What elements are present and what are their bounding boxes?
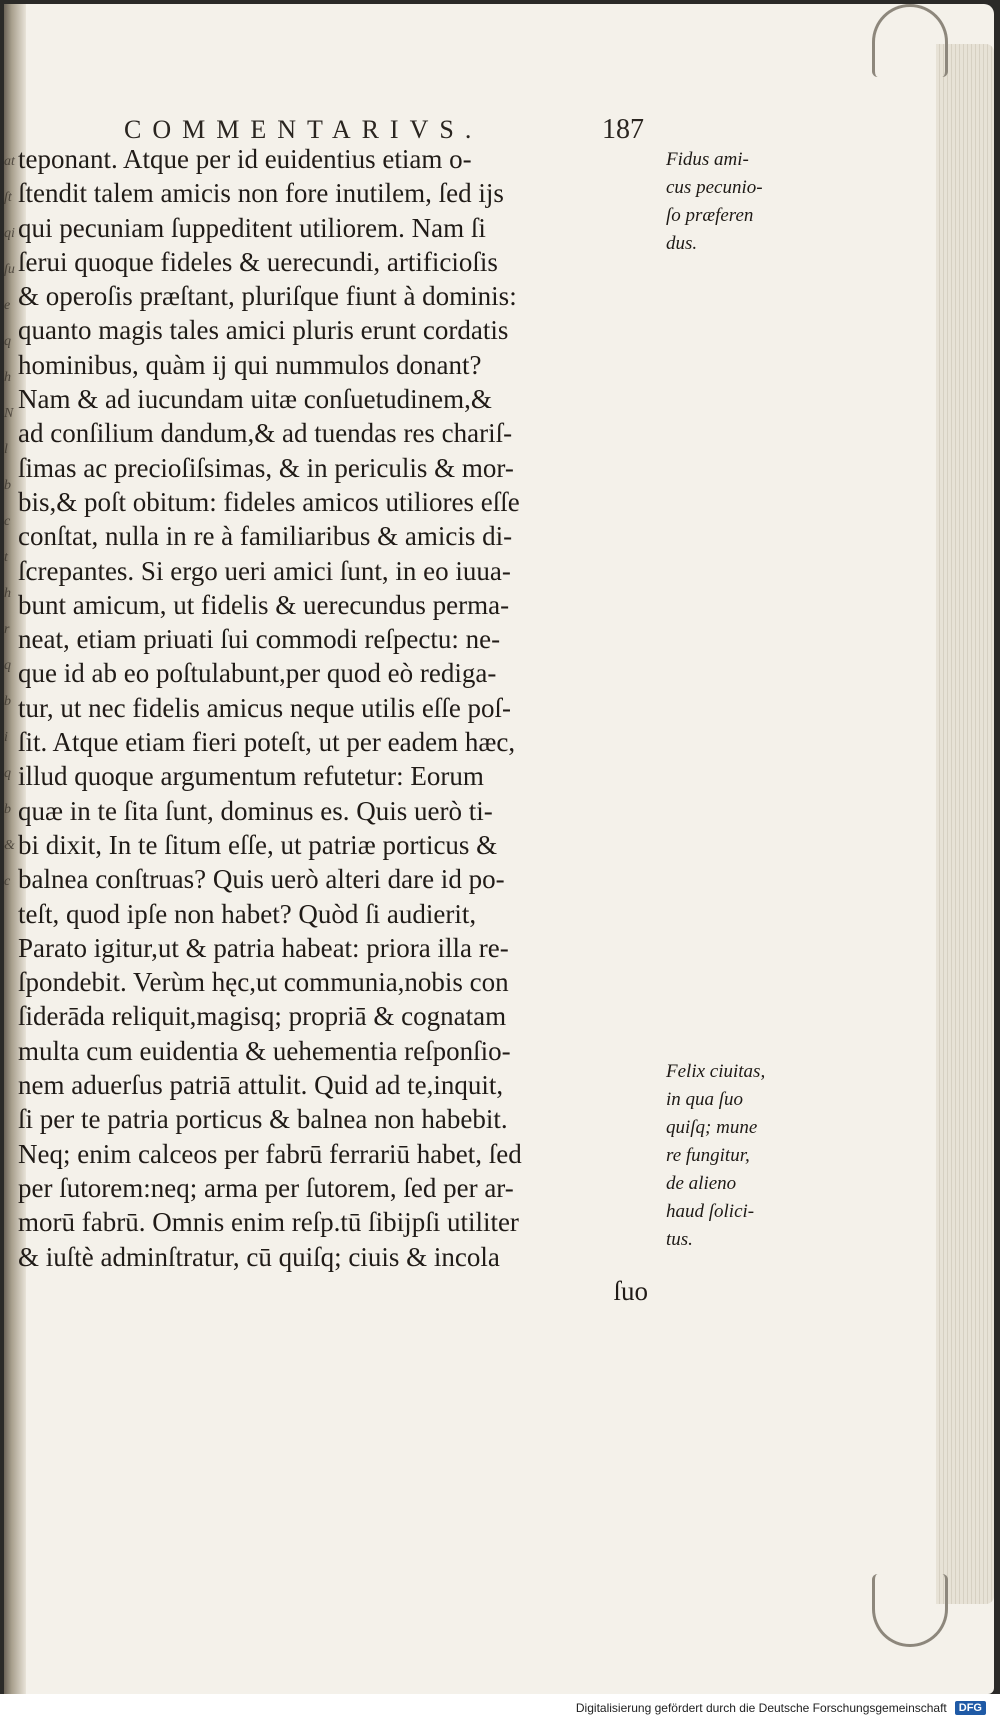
marginal-note-line: dus.	[666, 233, 698, 254]
marginal-note-line: quiſq; mune	[666, 1117, 758, 1138]
gutter-fragments	[4, 154, 18, 890]
gutter-fragment: N	[4, 406, 14, 421]
body-line: ſit. Atque etiam fieri poteſt, ut per eadem hæc,	[18, 727, 516, 758]
body-line: per ſutorem:neq; arma per ſutorem, ſed per ar-	[18, 1172, 514, 1203]
body-line: quæ in te ſita ſunt, dominus es. Quis uerò ti-	[18, 795, 493, 826]
gutter-fragment: ſt	[4, 190, 12, 205]
gutter-fragment: t	[4, 550, 8, 565]
marginal-note-line: haud ſolici-	[666, 1201, 755, 1222]
body-line: & iuſtè adminſtratur, cū quiſq; ciuis & incola	[18, 1241, 500, 1272]
gutter-fragment: b	[4, 478, 11, 493]
marginal-note-1	[666, 146, 816, 258]
body-line: quanto magis tales amici pluris erunt cordatis	[18, 315, 509, 346]
body-line: bunt amicum, ut fidelis & uerecundus perma-	[18, 589, 510, 620]
gutter-fragment: qi	[4, 226, 15, 241]
body-line: ad conſilium dandum,& ad tuendas res chariſ-	[18, 418, 513, 449]
body-line: ſi per te patria porticus & balnea non habebit.	[18, 1104, 508, 1135]
body-line: bis,& poſt obitum: fideles amicos utiliores eſſe	[18, 486, 520, 517]
running-title: COMMENTARIVS.	[124, 115, 483, 144]
body-line: conſtat, nulla in re à familiaribus & amicis di-	[18, 521, 513, 552]
gutter-fragment: c	[4, 514, 11, 529]
body-line: ſiderāda reliquit,magisq; propriā & cognatam	[18, 1001, 507, 1032]
gutter-fragment: q	[4, 766, 11, 781]
body-line: ſpondebit. Verùm hęc,ut communia,nobis con	[18, 967, 509, 998]
gutter-fragment: h	[4, 586, 11, 601]
marginal-note-line: in qua ſuo	[666, 1089, 744, 1110]
body-line: tur, ut nec fidelis amicus neque utilis eſſe poſ-	[18, 692, 512, 723]
gutter-fragment: c	[4, 874, 11, 889]
gutter-fragment: q	[4, 658, 11, 673]
page-clip-top	[872, 4, 948, 77]
body-line: Neq; enim calceos per fabrū ferrariū habet, ſed	[18, 1138, 522, 1169]
body-text	[18, 142, 658, 1308]
body-line: multa cum euidentia & uehementia reſponſio-	[18, 1035, 511, 1066]
body-line: teſt, quod ipſe non habet? Quòd ſi audierit,	[18, 898, 477, 929]
body-line: hominibus, quàm ij qui nummulos donant?	[18, 349, 482, 380]
gutter-fragment: i	[4, 730, 8, 745]
gutter-fragment: &	[4, 838, 15, 853]
marginal-note-line: re fungitur,	[666, 1145, 750, 1166]
marginal-note-line: Felix ciuitas,	[666, 1061, 766, 1082]
body-line: que id ab eo poſtulabunt,per quod eò rediga-	[18, 658, 497, 689]
gutter-fragment: h	[4, 370, 11, 385]
page-number: 187	[602, 114, 644, 145]
gutter-fragment: l	[4, 442, 8, 457]
body-line: illud quoque argumentum refutetur: Eorum	[18, 761, 484, 792]
body-line: Nam & ad iucundam uitæ conſuetudinem,&	[18, 384, 492, 415]
page-edges	[936, 44, 994, 1604]
book-page	[4, 4, 994, 1694]
body-line: ſerui quoque fideles & uerecundi, artificioſis	[18, 246, 498, 277]
marginal-note-line: cus pecunio-	[666, 177, 763, 198]
gutter-fragment: e	[4, 298, 11, 313]
body-line: qui pecuniam ſuppeditent utiliorem. Nam ſi	[18, 212, 486, 243]
body-line: ſimas ac precioſiſsimas, & in periculis & mor-	[18, 452, 514, 483]
marginal-note-line: tus.	[666, 1229, 693, 1250]
marginal-note-line: Fidus ami-	[666, 149, 749, 170]
digitization-footer	[0, 1694, 1000, 1722]
body-line: teponant. Atque per id euidentius etiam o-	[18, 144, 472, 174]
body-line: morū fabrū. Omnis enim reſp.tū ſibijpſi utiliter	[18, 1207, 519, 1238]
marginal-note-line: ſo præferen	[666, 205, 754, 226]
gutter-fragment: r	[4, 622, 10, 637]
gutter-fragment: b	[4, 802, 11, 817]
body-line: balnea conſtruas? Quis uerò alteri dare id po-	[18, 864, 505, 895]
body-line: Parato igitur,ut & patria habeat: priora illa re-	[18, 932, 509, 963]
gutter-fragment: at	[4, 154, 15, 169]
body-line: & operoſis præſtant, pluriſque fiunt à dominis:	[18, 281, 517, 312]
body-line: ſcrepantes. Si ergo ueri amici ſunt, in eo iuua-	[18, 555, 511, 586]
catchword: ſuo	[613, 1275, 648, 1306]
body-line: nem aduerſus patriā attulit. Quid ad te,inquit,	[18, 1070, 504, 1101]
gutter-fragment: q	[4, 334, 11, 349]
gutter-fragment: ſu	[4, 262, 15, 277]
footer-credit: Digitalisierung gefördert durch die Deutsche Forschungsgemeinschaft	[575, 1701, 947, 1715]
page-clip-bottom	[872, 1574, 948, 1647]
dfg-logo: DFG	[955, 1701, 986, 1715]
body-line: neat, etiam priuati ſui commodi reſpectu: ne-	[18, 624, 501, 655]
marginal-note-line: de alieno	[666, 1173, 737, 1194]
body-line: ſtendit talem amicis non fore inutilem, ſed ijs	[18, 178, 504, 209]
body-line: bi dixit, In te ſitum eſſe, ut patriæ porticus &	[18, 829, 498, 860]
gutter-fragment: b	[4, 694, 11, 709]
marginal-note-2	[666, 1058, 816, 1254]
